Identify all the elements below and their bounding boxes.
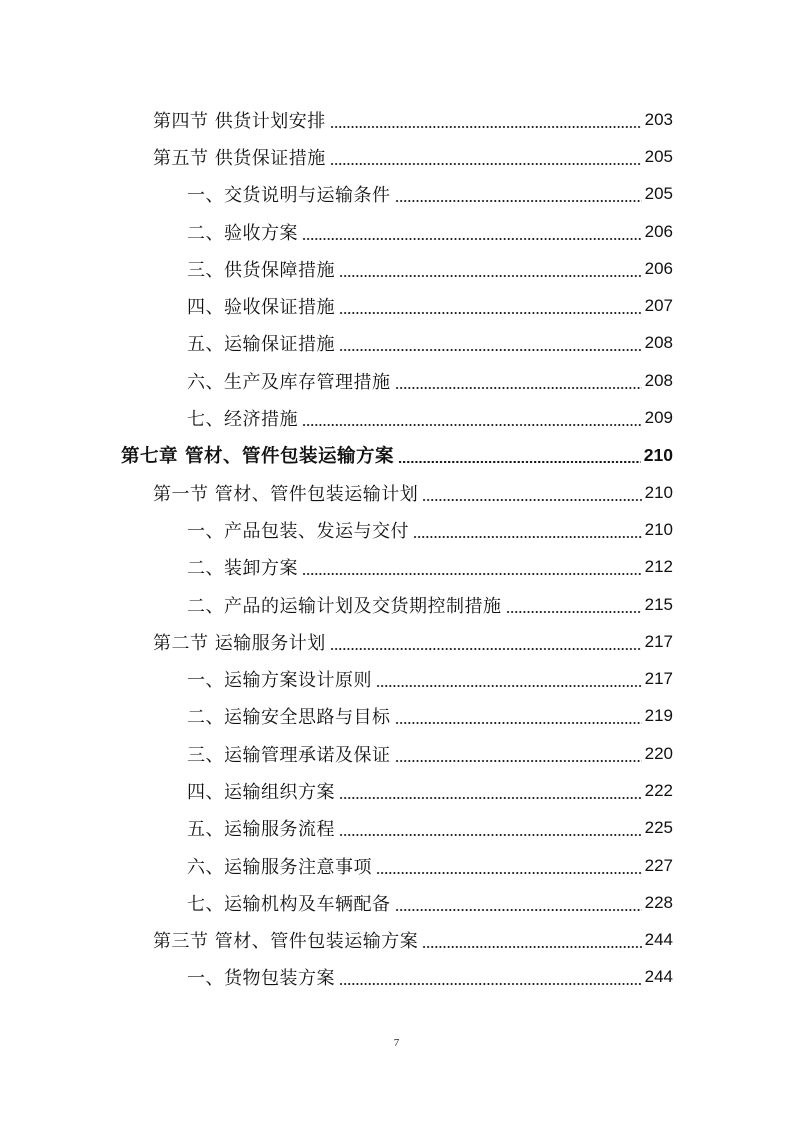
toc-dot-leader [376,872,642,874]
toc-dot-leader [422,499,641,501]
toc-entry-page-number: 210 [643,444,673,465]
toc-entry-title: 第二节 运输服务计划 [153,632,326,654]
toc-entry-title: 一、运输方案设计原则 [187,670,372,692]
toc-dot-leader [339,349,642,351]
toc-subsection-entry[interactable] [0,735,793,772]
toc-entry-title: 一、产品包装、发运与交付 [187,520,409,542]
toc-entry-page-number: 209 [644,408,673,428]
toc-dot-leader [395,200,642,202]
toc-entry-title: 第一节 管材、管件包装运输计划 [153,483,419,505]
toc-section-entry[interactable] [0,922,793,959]
toc-entry-title: 一、交货说明与运输条件 [187,185,391,207]
toc-section-entry[interactable] [0,623,793,660]
toc-subsection-entry[interactable] [0,959,793,996]
toc-dot-leader [339,834,642,836]
toc-dot-leader [395,760,642,762]
table-of-contents [0,101,793,996]
toc-entry-title: 七、经济措施 [187,409,298,431]
toc-entry-page-number: 244 [644,967,673,987]
toc-entry-title: 第三节 管材、管件包装运输方案 [153,931,419,953]
toc-entry-title: 第五节 供货保证措施 [153,147,326,169]
toc-dot-leader [330,126,642,128]
toc-dot-leader [395,909,642,911]
toc-entry-title: 二、验收方案 [187,222,298,244]
toc-entry-page-number: 205 [644,184,673,204]
toc-entry-title: 二、运输安全思路与目标 [187,707,391,729]
toc-dot-leader [330,163,642,165]
toc-subsection-entry[interactable] [0,660,793,697]
toc-entry-title: 四、验收保证措施 [187,297,335,319]
toc-entry-title: 七、运输机构及车辆配备 [187,893,391,915]
toc-section-entry[interactable] [0,474,793,511]
toc-entry-page-number: 222 [644,780,673,800]
toc-section-entry[interactable] [0,138,793,175]
toc-section-entry[interactable] [0,101,793,138]
toc-entry-page-number: 227 [644,855,673,875]
toc-subsection-entry[interactable] [0,884,793,921]
toc-subsection-entry[interactable] [0,847,793,884]
toc-entry-page-number: 208 [644,370,673,390]
toc-entry-page-number: 206 [644,221,673,241]
toc-dot-leader [339,312,642,314]
toc-dot-leader [330,648,642,650]
toc-subsection-entry[interactable] [0,810,793,847]
toc-entry-page-number: 210 [644,519,673,539]
toc-entry-title: 第七章 管材、管件包装运输方案 [121,446,394,468]
toc-dot-leader [302,573,642,575]
toc-dot-leader [395,722,642,724]
toc-entry-page-number: 244 [644,930,673,950]
toc-subsection-entry[interactable] [0,511,793,548]
toc-entry-title: 二、装卸方案 [187,558,298,580]
toc-subsection-entry[interactable] [0,325,793,362]
toc-dot-leader [339,275,642,277]
toc-entry-page-number: 203 [644,109,673,129]
toc-dot-leader [339,797,642,799]
toc-entry-page-number: 208 [644,333,673,353]
toc-entry-page-number: 206 [644,258,673,278]
toc-entry-page-number: 225 [644,818,673,838]
toc-subsection-entry[interactable] [0,698,793,735]
toc-subsection-entry[interactable] [0,586,793,623]
toc-subsection-entry[interactable] [0,362,793,399]
toc-subsection-entry[interactable] [0,250,793,287]
toc-entry-page-number: 217 [644,631,673,651]
toc-subsection-entry[interactable] [0,213,793,250]
toc-entry-page-number: 219 [644,706,673,726]
toc-entry-title: 五、运输保证措施 [187,334,335,356]
toc-chapter-entry[interactable] [0,437,793,474]
toc-entry-title: 二、产品的运输计划及交货期控制措施 [187,595,502,617]
toc-entry-title: 三、供货保障措施 [187,259,335,281]
toc-dot-leader [398,461,641,463]
toc-entry-page-number: 228 [644,892,673,912]
page-number: 7 [393,1037,400,1049]
toc-dot-leader [422,946,641,948]
toc-dot-leader [413,536,642,538]
toc-entry-page-number: 212 [644,557,673,577]
toc-entry-page-number: 220 [644,743,673,763]
toc-dot-leader [506,611,642,613]
toc-subsection-entry[interactable] [0,549,793,586]
toc-entry-page-number: 210 [644,482,673,502]
toc-subsection-entry[interactable] [0,772,793,809]
toc-entry-page-number: 215 [644,594,673,614]
toc-subsection-entry[interactable] [0,287,793,324]
toc-entry-title: 四、运输组织方案 [187,781,335,803]
toc-subsection-entry[interactable] [0,399,793,436]
toc-dot-leader [302,424,642,426]
toc-dot-leader [339,983,642,985]
toc-entry-title: 六、生产及库存管理措施 [187,371,391,393]
toc-entry-title: 一、货物包装方案 [187,968,335,990]
toc-entry-title: 五、运输服务流程 [187,819,335,841]
toc-dot-leader [376,685,642,687]
toc-entry-title: 六、运输服务注意事项 [187,856,372,878]
toc-entry-title: 三、运输管理承诺及保证 [187,744,391,766]
toc-subsection-entry[interactable] [0,176,793,213]
toc-entry-title: 第四节 供货计划安排 [153,110,326,132]
toc-entry-page-number: 217 [644,669,673,689]
toc-dot-leader [395,387,642,389]
toc-entry-page-number: 207 [644,296,673,316]
toc-dot-leader [302,238,642,240]
toc-entry-page-number: 205 [644,146,673,166]
